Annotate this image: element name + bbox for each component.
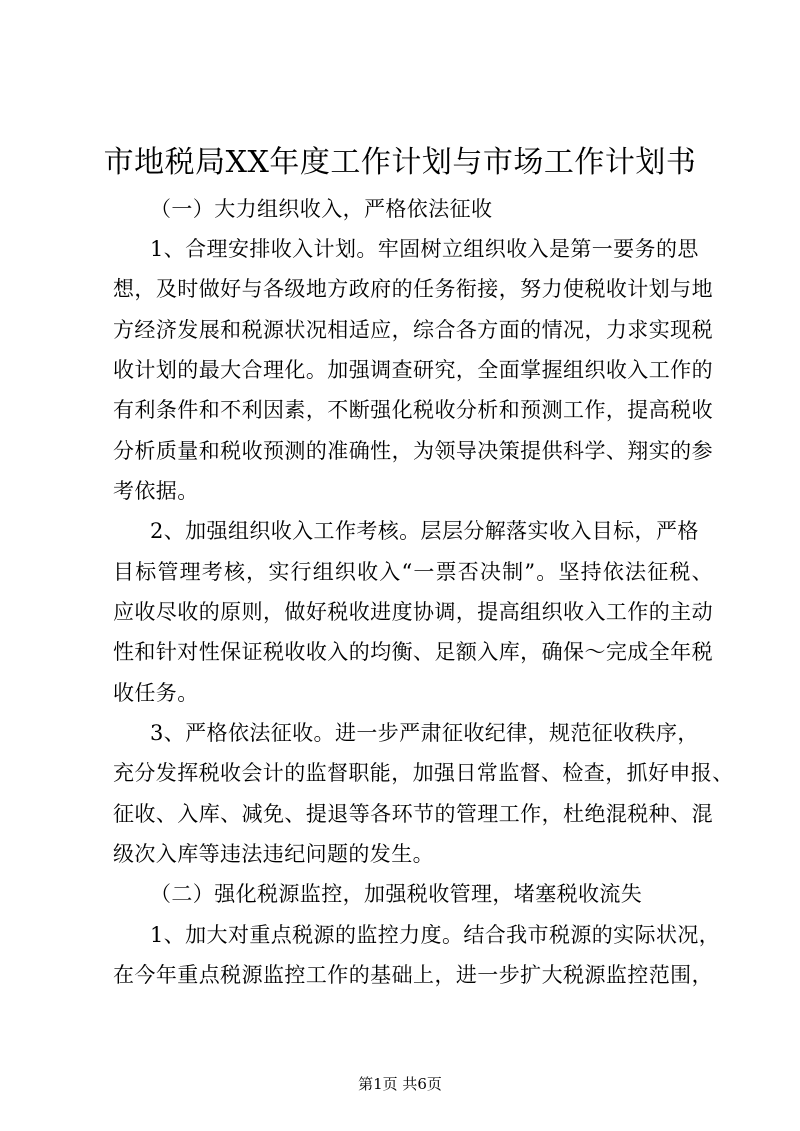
paragraph-line: 目标管理考核，实行组织收入“一票否决制”。坚持依法征税、 (113, 560, 713, 584)
section-heading-2: （二）强化税源监控，加强税收管理，堵塞税收流失 (150, 882, 643, 906)
paragraph-line: 应收尽收的原则，做好税收进度协调，提高组织收入工作的主动 (113, 600, 713, 624)
paragraph-line: 2、加强组织收入工作考核。层层分解落实收入目标，严格 (150, 519, 699, 543)
paragraph-line: 收任务。 (113, 681, 199, 705)
document-title: 市地税局XX年度工作计划与市场工作计划书 (103, 145, 697, 180)
paragraph-line: 在今年重点税源监控工作的基础上，进一步扩大税源监控范围， (113, 963, 713, 987)
paragraph-line: 收计划的最大合理化。加强调查研究，全面掌握组织收入工作的 (113, 358, 713, 382)
paragraph-line: 级次入库等违法违纪问题的发生。 (113, 842, 434, 866)
paragraph-line: 性和针对性保证税收收入的均衡、足额入库，确保～完成全年税 (113, 640, 713, 664)
paragraph-line: 充分发挥税收会计的监督职能，加强日常监督、检查，抓好申报、 (113, 761, 734, 785)
page-footer: 第1页 共6页 (358, 1075, 442, 1093)
paragraph-line: 想，及时做好与各级地方政府的任务衔接，努力使税收计划与地 (113, 277, 713, 301)
paragraph-line: 考依据。 (113, 479, 199, 503)
paragraph-line: 有利条件和不利因素，不断强化税收分析和预测工作，提高税收 (113, 398, 713, 422)
paragraph-line: 方经济发展和税源状况相适应，综合各方面的情况，力求实现税 (113, 318, 713, 342)
section-heading-1: （一）大力组织收入，严格依法征收 (150, 197, 493, 221)
paragraph-line: 1、加大对重点税源的监控力度。结合我市税源的实际状况， (150, 923, 721, 947)
paragraph-line: 1、合理安排收入计划。牢固树立组织收入是第一要务的思 (150, 237, 699, 261)
paragraph-line: 分析质量和税收预测的准确性，为领导决策提供科学、翔实的参 (113, 439, 713, 463)
paragraph-line: 征收、入库、减免、提退等各环节的管理工作，杜绝混税种、混 (113, 802, 713, 826)
paragraph-line: 3、严格依法征收。进一步严肃征收纪律，规范征收秩序， (150, 721, 699, 745)
